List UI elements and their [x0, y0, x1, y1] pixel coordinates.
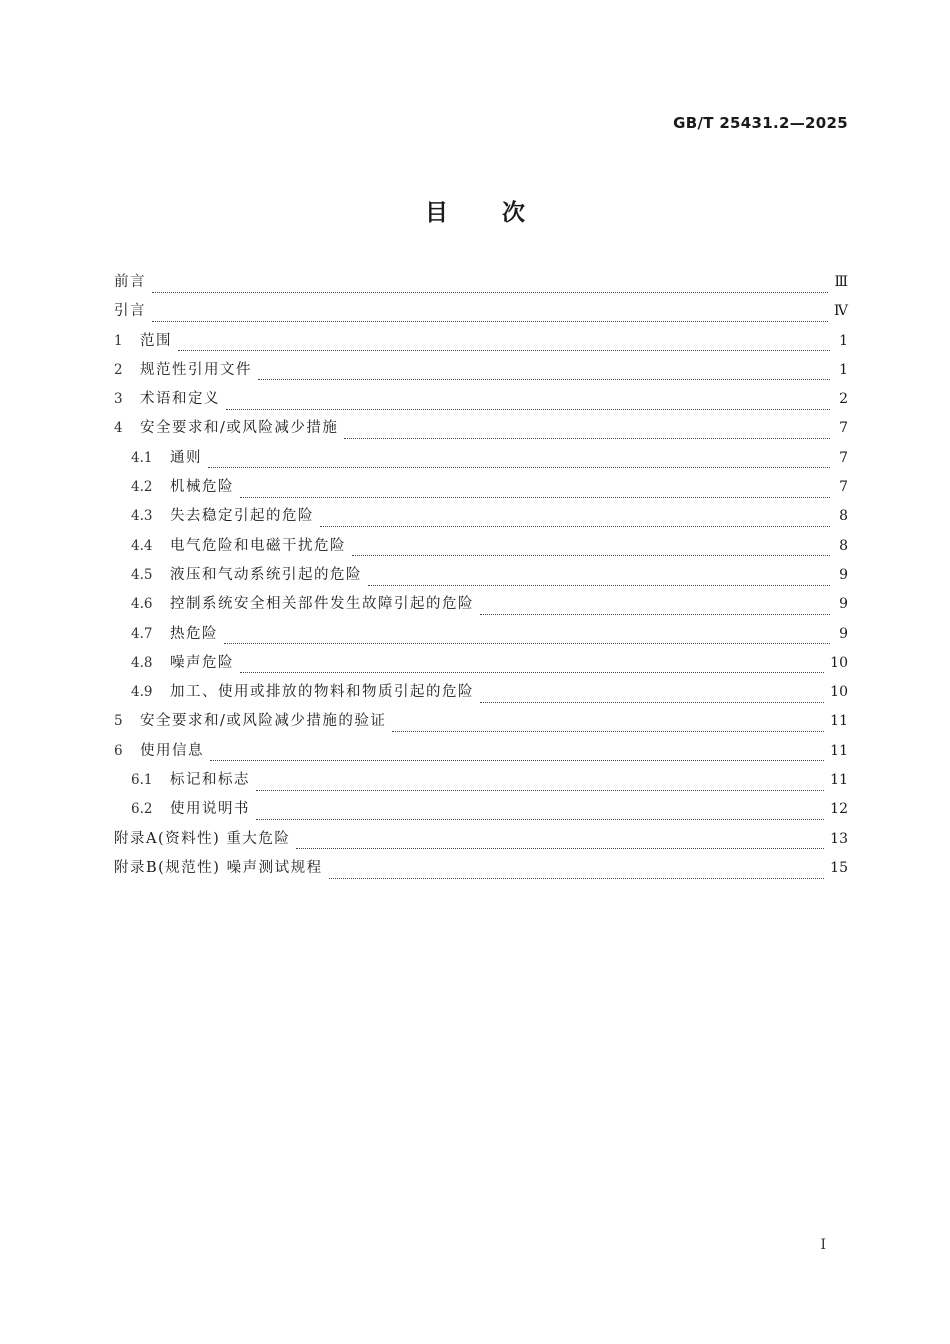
toc-dot-leader: [480, 603, 830, 615]
toc-dot-leader: [480, 691, 824, 703]
toc-entry-label: 附录A(资料性) 重大危险: [114, 830, 291, 847]
toc-entry-number: 6: [114, 742, 123, 759]
toc-entry-number: 6.2: [131, 801, 153, 818]
toc-entry[interactable]: [114, 270, 848, 299]
toc-entry-page: 8: [839, 537, 848, 554]
toc-entry-label: 液压和气动系统引起的危险: [170, 566, 362, 583]
toc-entry[interactable]: [114, 534, 848, 563]
toc-entry[interactable]: [114, 592, 848, 621]
toc-dot-leader: [256, 808, 824, 820]
toc-dot-leader: [152, 281, 828, 293]
toc-entry[interactable]: [114, 709, 848, 738]
toc-dot-leader: [258, 369, 830, 381]
toc-entry-label: 术语和定义: [140, 391, 220, 408]
toc-entry[interactable]: [114, 446, 848, 475]
toc-entry[interactable]: [114, 475, 848, 504]
toc-dot-leader: [368, 574, 830, 586]
toc-entry-page: 15: [830, 859, 848, 876]
toc-entry-number: 4.6: [131, 596, 153, 613]
toc-dot-leader: [240, 486, 830, 498]
toc-entry-page: 11: [830, 713, 848, 730]
toc-entry[interactable]: [114, 622, 848, 651]
toc-entry-number: 4: [114, 420, 123, 437]
toc-entry-label: 失去稳定引起的危险: [170, 508, 314, 525]
toc-entry-number: 4.4: [131, 537, 153, 554]
toc-entry-label: 电气危险和电磁干扰危险: [170, 537, 346, 554]
toc-entry[interactable]: [114, 329, 848, 358]
toc-entry[interactable]: [114, 387, 848, 416]
toc-dot-leader: [392, 720, 824, 732]
toc-dot-leader: [152, 310, 828, 322]
toc-entry-label: 标记和标志: [170, 772, 250, 789]
toc-entry-label: 前言: [114, 274, 146, 290]
toc-entry-page: 13: [830, 830, 848, 847]
toc-entry-number: 1: [114, 332, 123, 349]
toc-entry-page: 8: [839, 508, 848, 525]
toc-entry-page: 9: [839, 625, 848, 642]
toc-entry-label: 引言: [114, 303, 146, 320]
page-number: I: [820, 1237, 826, 1253]
toc-entry-label: 使用信息: [140, 742, 204, 759]
toc-entry-label: 附录B(规范性) 噪声测试规程: [114, 859, 323, 876]
toc-entry-page: 9: [839, 566, 848, 583]
toc-entry-page: 1: [839, 361, 848, 378]
toc-entry[interactable]: [114, 651, 848, 680]
toc-entry-number: 4.8: [131, 654, 153, 671]
toc-entry-page: 10: [830, 684, 848, 701]
toc-entry-label: 加工、使用或排放的物料和物质引起的危险: [170, 684, 474, 701]
toc-entry-label: 通则: [170, 449, 202, 466]
toc-dot-leader: [329, 867, 825, 879]
toc-entry-page: 11: [830, 742, 848, 759]
toc-entry-page: 12: [830, 801, 848, 818]
toc-entry[interactable]: [114, 856, 848, 885]
toc-entry-label: 规范性引用文件: [140, 361, 252, 378]
toc-entry[interactable]: [114, 827, 848, 856]
toc-entry-page: Ⅳ: [834, 303, 848, 320]
toc-dot-leader: [352, 544, 830, 556]
toc-entry[interactable]: [114, 797, 848, 826]
toc-dot-leader: [256, 779, 824, 791]
toc-entry-page: 7: [839, 420, 848, 437]
toc-entry-label: 安全要求和/或风险减少措施的验证: [140, 713, 387, 730]
toc-entry-label: 机械危险: [170, 479, 234, 496]
toc-entry-page: 7: [839, 449, 848, 466]
toc-entry-number: 5: [114, 713, 123, 730]
toc-entry[interactable]: [114, 768, 848, 797]
toc-dot-leader: [344, 427, 830, 439]
toc-entry-label: 使用说明书: [170, 801, 250, 818]
toc-entry[interactable]: [114, 416, 848, 445]
toc-entry-number: 4.2: [131, 479, 153, 496]
toc-dot-leader: [178, 339, 830, 351]
toc-dot-leader: [296, 837, 824, 849]
toc-entry-page: Ⅲ: [834, 274, 848, 290]
page-title: 目次: [425, 200, 579, 226]
toc-entry-page: 10: [830, 654, 848, 671]
toc-entry-label: 噪声危险: [170, 654, 234, 671]
table-of-contents: [114, 270, 848, 885]
toc-entry[interactable]: [114, 358, 848, 387]
toc-entry-label: 范围: [140, 332, 172, 349]
toc-dot-leader: [210, 749, 824, 761]
standard-code: GB/T 25431.2—2025: [673, 114, 848, 132]
toc-entry-number: 2: [114, 361, 123, 378]
toc-entry-page: 7: [839, 479, 848, 496]
toc-entry[interactable]: [114, 299, 848, 328]
toc-entry-number: 4.1: [131, 449, 153, 466]
toc-dot-leader: [224, 632, 830, 644]
toc-entry-page: 2: [839, 391, 848, 408]
toc-entry-label: 热危险: [170, 625, 218, 642]
toc-entry-page: 9: [839, 596, 848, 613]
toc-entry-number: 4.3: [131, 508, 153, 525]
toc-entry[interactable]: [114, 504, 848, 533]
toc-entry-number: 6.1: [131, 772, 153, 789]
toc-dot-leader: [240, 662, 824, 674]
toc-dot-leader: [226, 398, 830, 410]
toc-entry-number: 3: [114, 391, 123, 408]
toc-entry[interactable]: [114, 680, 848, 709]
toc-entry-label: 安全要求和/或风险减少措施: [140, 420, 339, 437]
toc-entry-page: 11: [830, 772, 848, 789]
toc-entry-number: 4.7: [131, 625, 153, 642]
toc-entry-number: 4.5: [131, 566, 153, 583]
toc-entry-number: 4.9: [131, 684, 153, 701]
toc-entry-label: 控制系统安全相关部件发生故障引起的危险: [170, 596, 474, 613]
toc-entry[interactable]: [114, 739, 848, 768]
toc-entry-page: 1: [839, 332, 848, 349]
toc-entry[interactable]: [114, 563, 848, 592]
toc-dot-leader: [320, 515, 830, 527]
toc-dot-leader: [208, 456, 830, 468]
